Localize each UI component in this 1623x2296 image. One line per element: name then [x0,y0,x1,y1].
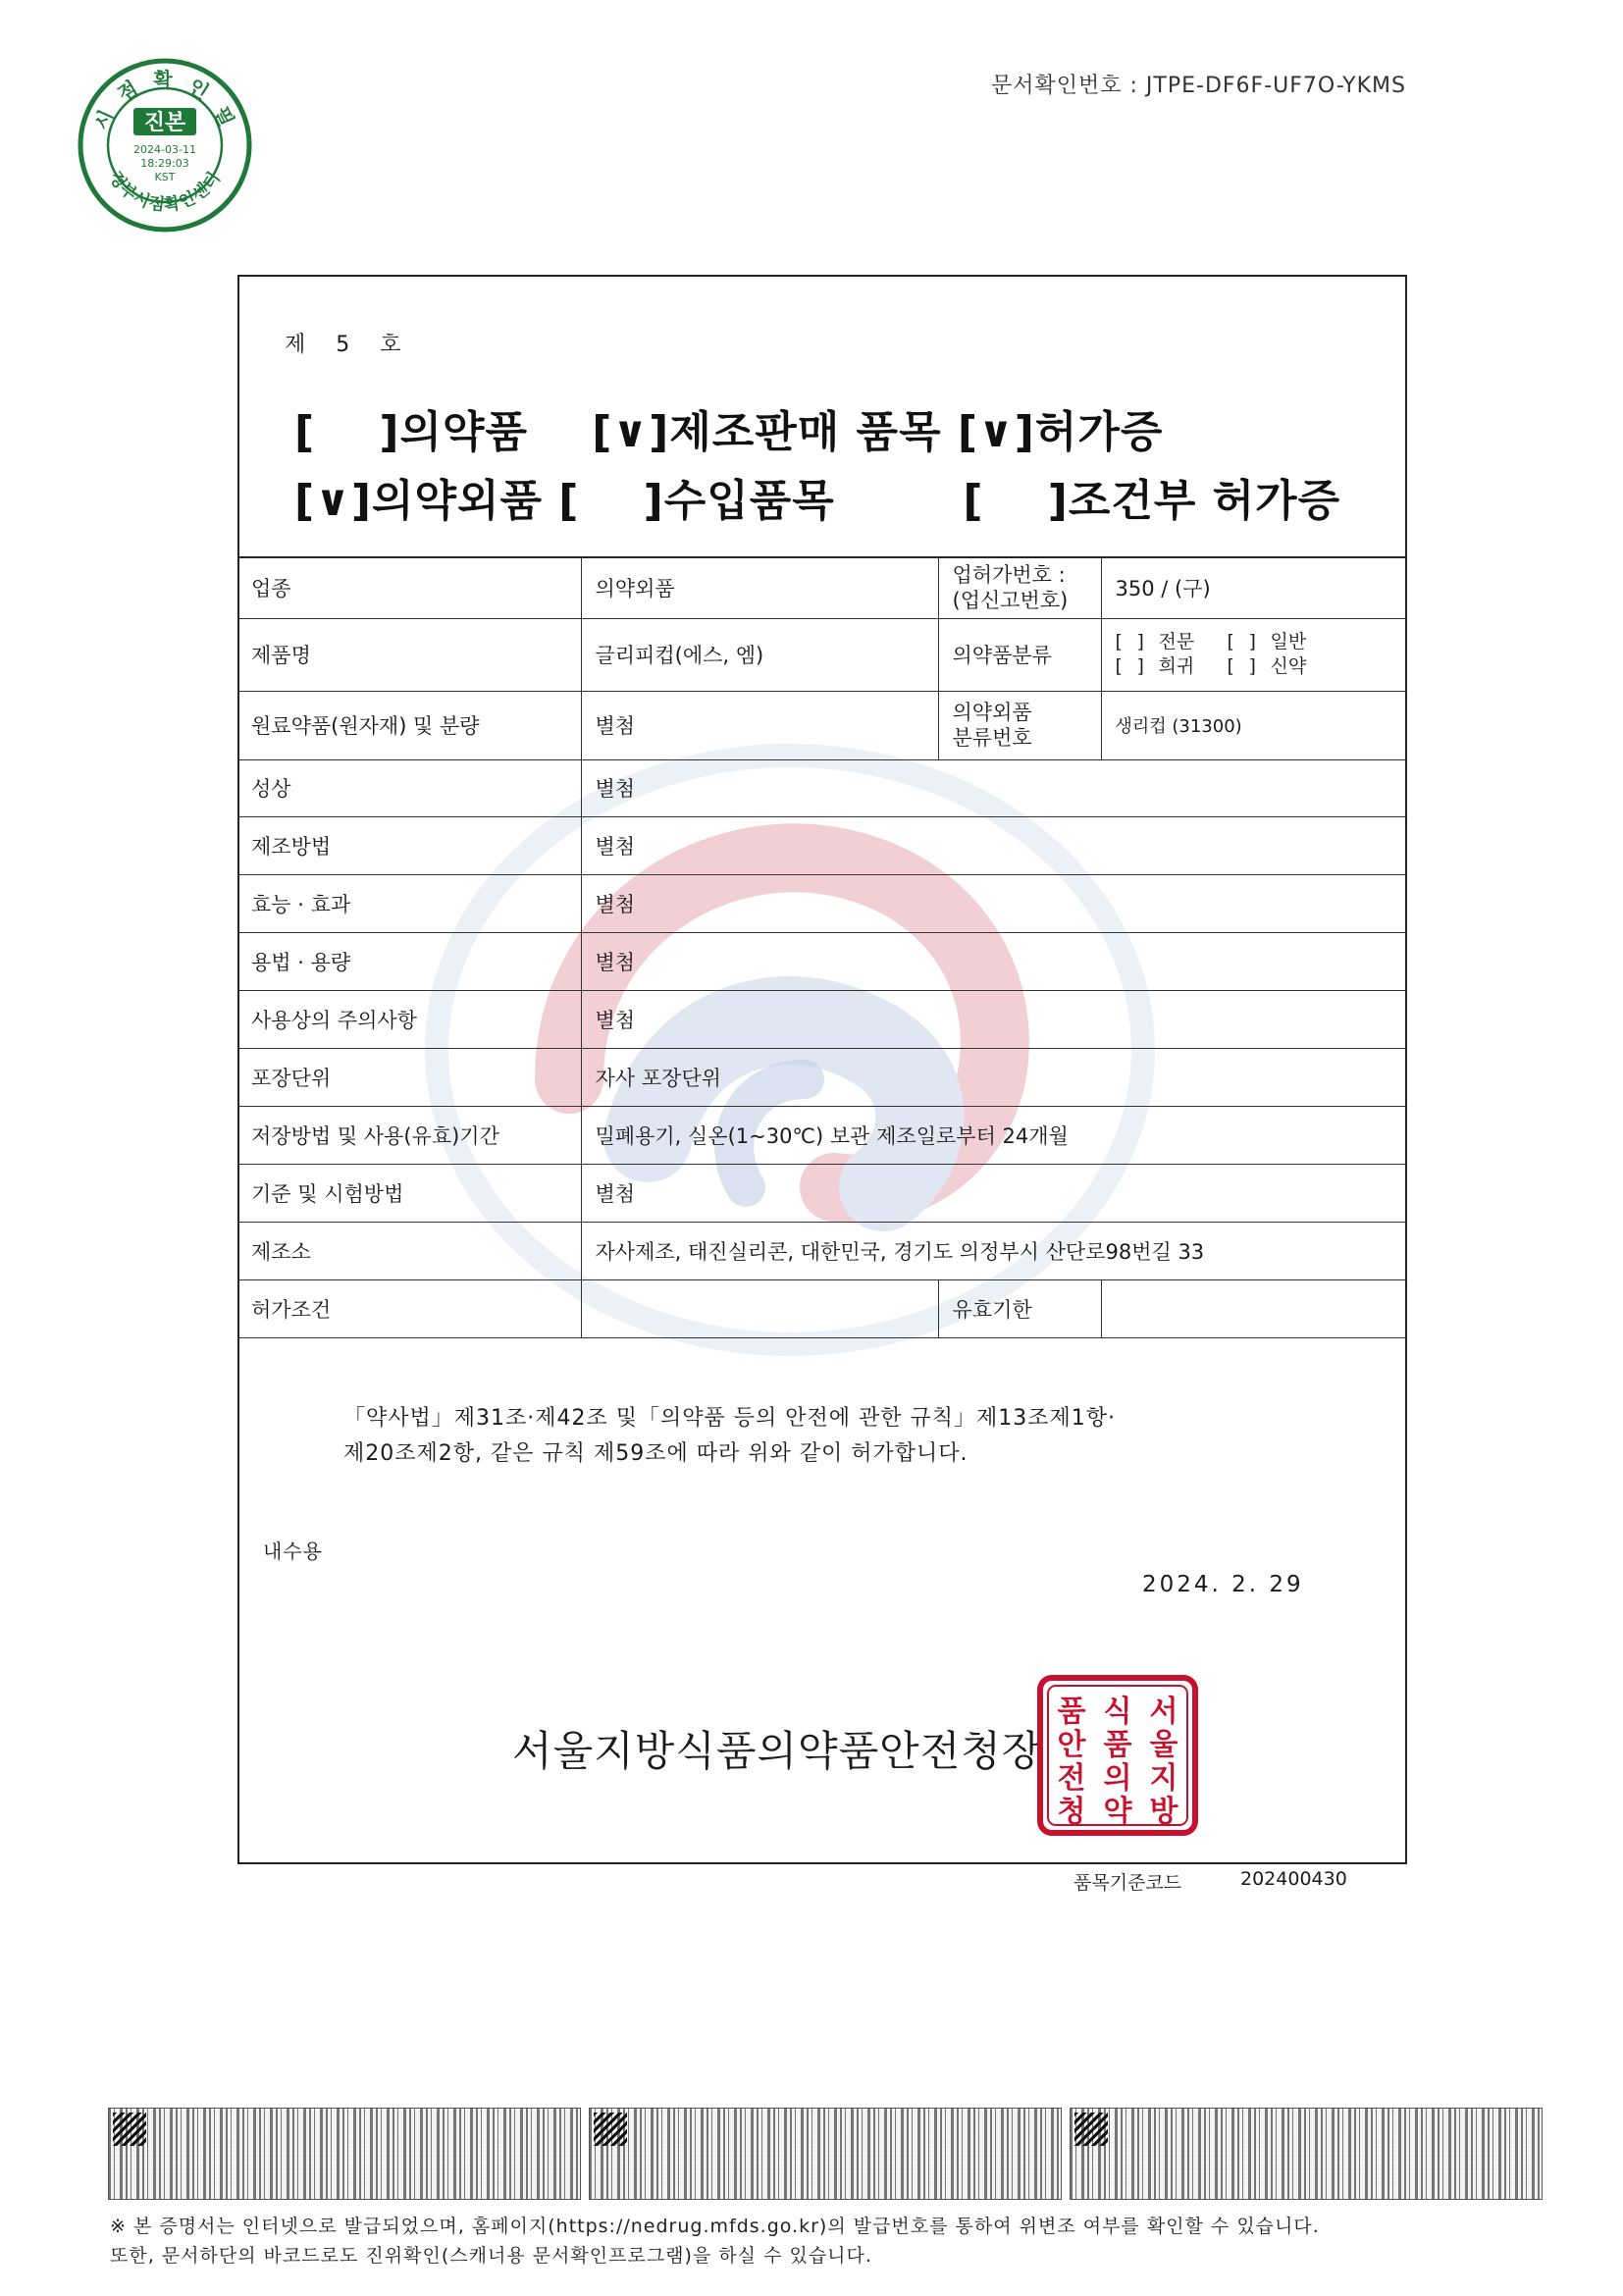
checkbox-bracket: ] [1248,655,1256,677]
stamp-char: 의 [1103,1761,1132,1796]
drug-classification-label: 의약품분류 [938,618,1101,691]
footer-notice-line-1: ※ 본 증명서는 인터넷으로 발급되었으며, 홈페이지(https://nedrug.mfds.go.kr)의 발급번호를 통하여 위변조 여부를 확인할 수 있습니다. [110,2216,1320,2237]
stamp-char: 울 [1149,1728,1178,1762]
efficacy-value: 별첨 [581,874,1407,932]
issuer-name: 서울지방식품의약품안전청장 [512,1727,1043,1775]
packaging-unit-label: 포장단위 [237,1048,581,1106]
table-row [237,874,1407,932]
stamp-char: 지 [1149,1761,1178,1796]
footer-notice-line-2: 또한, 문서하단의 바코드로도 진위확인(스캐너용 문서확인프로그램)을 하실 수 있습니다. [110,2245,872,2267]
certificate-title-line-1: [ ]의약품 [∨]제조판매 품목 [∨]허가증 [294,407,1164,457]
stamp-char: 품 [1057,1695,1086,1729]
document-number-line: 문서확인번호 : JTPE-DF6F-UF7O-YKMS [991,74,1406,98]
domestic-use-label: 내수용 [263,1539,323,1563]
manufacturing-method-value: 별첨 [581,816,1407,874]
seal-timezone: KST [154,171,176,183]
test-standards-label: 기준 및 시험방법 [237,1164,581,1222]
seal-center-text: 진본 [143,111,186,135]
stamp-char: 안 [1057,1728,1086,1762]
manufacturer-label: 제조소 [237,1222,581,1279]
verification-barcode-3 [1070,2108,1543,2200]
stamp-char: 청 [1057,1795,1086,1829]
stamp-char: 식 [1103,1695,1132,1729]
dosage-label: 용법 · 용량 [237,932,581,990]
drug-classification-options [1101,618,1407,691]
verification-barcode-1 [108,2108,581,2200]
table-row [237,1164,1407,1222]
issue-date: 2024. 2. 29 [1142,1572,1304,1597]
license-info-table [237,556,1407,1338]
table-row [237,618,1407,691]
class-option-rare: 희귀 [1158,655,1195,677]
storage-value: 밀폐용기, 실온(1~30℃) 보관 제조일로부터 24개월 [581,1106,1407,1164]
class-option-new-drug: 신약 [1270,655,1307,677]
precautions-label: 사용상의 주의사항 [237,990,581,1048]
license-number-value: 350 / (구) [1101,557,1407,618]
item-code-value: 202400430 [1240,1868,1347,1890]
checkbox-bracket: [ [1115,631,1123,652]
table-row [237,557,1407,618]
stamp-char: 품 [1103,1728,1132,1762]
verification-barcode-2 [589,2108,1062,2200]
test-standards-value: 별첨 [581,1164,1407,1222]
ingredients-value: 별첨 [581,691,938,759]
precautions-value: 별첨 [581,990,1407,1048]
quasi-drug-class-value: 생리컵 (31300) [1101,691,1407,759]
checkbox-bracket: [ [1115,655,1123,677]
table-row [237,1048,1407,1106]
footer-notice [110,2212,1543,2270]
document-number-label: 문서확인번호 [991,74,1123,98]
document-number-value: JTPE-DF6F-UF7O-YKMS [1145,74,1406,98]
official-stamp [1036,1674,1199,1837]
manufacturing-method-label: 제조방법 [237,816,581,874]
class-option-general: 일반 [1270,631,1307,652]
checkbox-bracket: ] [1136,631,1144,652]
quasi-drug-class-label-line-1: 의약외품 [952,701,1032,724]
expiry-label: 유효기한 [938,1279,1101,1337]
permit-statement [343,1401,1285,1472]
dosage-value: 별첨 [581,932,1407,990]
ingredients-label: 원료약품(원자재) 및 분량 [237,691,581,759]
stamp-char: 서 [1149,1695,1178,1729]
permit-statement-line-1: 「약사법」제31조·제42조 및「의약품 등의 안전에 관한 규칙」제13조제1항· [343,1406,1116,1431]
license-conditions-label: 허가조건 [237,1279,581,1337]
storage-label: 저장방법 및 사용(유효)기간 [237,1106,581,1164]
expiry-value [1101,1279,1407,1337]
product-name-value: 글리피컵(에스, 엠) [581,618,938,691]
table-row [237,691,1407,759]
seal-date: 2024-03-11 [133,143,196,156]
checkbox-bracket: ] [1248,631,1256,652]
form-number: 제 5 호 [285,333,413,357]
quasi-drug-class-label [938,691,1101,759]
checkbox-bracket: ] [1136,655,1144,677]
certificate-title-line-2: [∨]의약외품 [ ]수입품목 [ ]조건부 허가증 [294,476,1341,526]
table-row [237,932,1407,990]
item-code-label: 품목기준코드 [1073,1872,1182,1894]
stamp-char: 전 [1057,1761,1086,1796]
license-number-label [938,557,1101,618]
seal-ring-top-text: 시 점 확 인 필 [89,68,240,133]
table-row [237,1106,1407,1164]
table-row [237,990,1407,1048]
business-type-value: 의약외품 [581,557,938,618]
verification-seal [77,57,253,234]
packaging-unit-value: 자사 포장단위 [581,1048,1407,1106]
permit-statement-line-2: 제20조제2항, 같은 규칙 제59조에 따라 위와 같이 허가합니다. [343,1441,969,1466]
seal-ring-bottom-text: 정부시점확인센터 [104,168,226,216]
stamp-char: 방 [1149,1795,1178,1829]
table-row [237,1222,1407,1279]
table-row [237,816,1407,874]
properties-value: 별첨 [581,759,1407,816]
table-row [237,759,1407,816]
manufacturer-value: 자사제조, 태진실리콘, 대한민국, 경기도 의정부시 산단로98번길 33 [581,1222,1407,1279]
license-conditions-value [581,1279,938,1337]
license-number-label-line-1: 업허가번호 : [952,563,1066,588]
table-row [237,1279,1407,1337]
efficacy-label: 효능 · 효과 [237,874,581,932]
checkbox-bracket: [ [1227,655,1234,677]
product-name-label: 제품명 [237,618,581,691]
class-option-prescription: 전문 [1158,631,1195,652]
quasi-drug-class-label-line-2: 분류번호 [952,726,1032,750]
business-type-label: 업종 [237,557,581,618]
license-number-label-line-2: (업신고번호) [952,589,1069,613]
properties-label: 성상 [237,759,581,816]
seal-time: 18:29:03 [140,157,189,170]
checkbox-bracket: [ [1227,631,1234,652]
stamp-char: 약 [1103,1795,1132,1829]
